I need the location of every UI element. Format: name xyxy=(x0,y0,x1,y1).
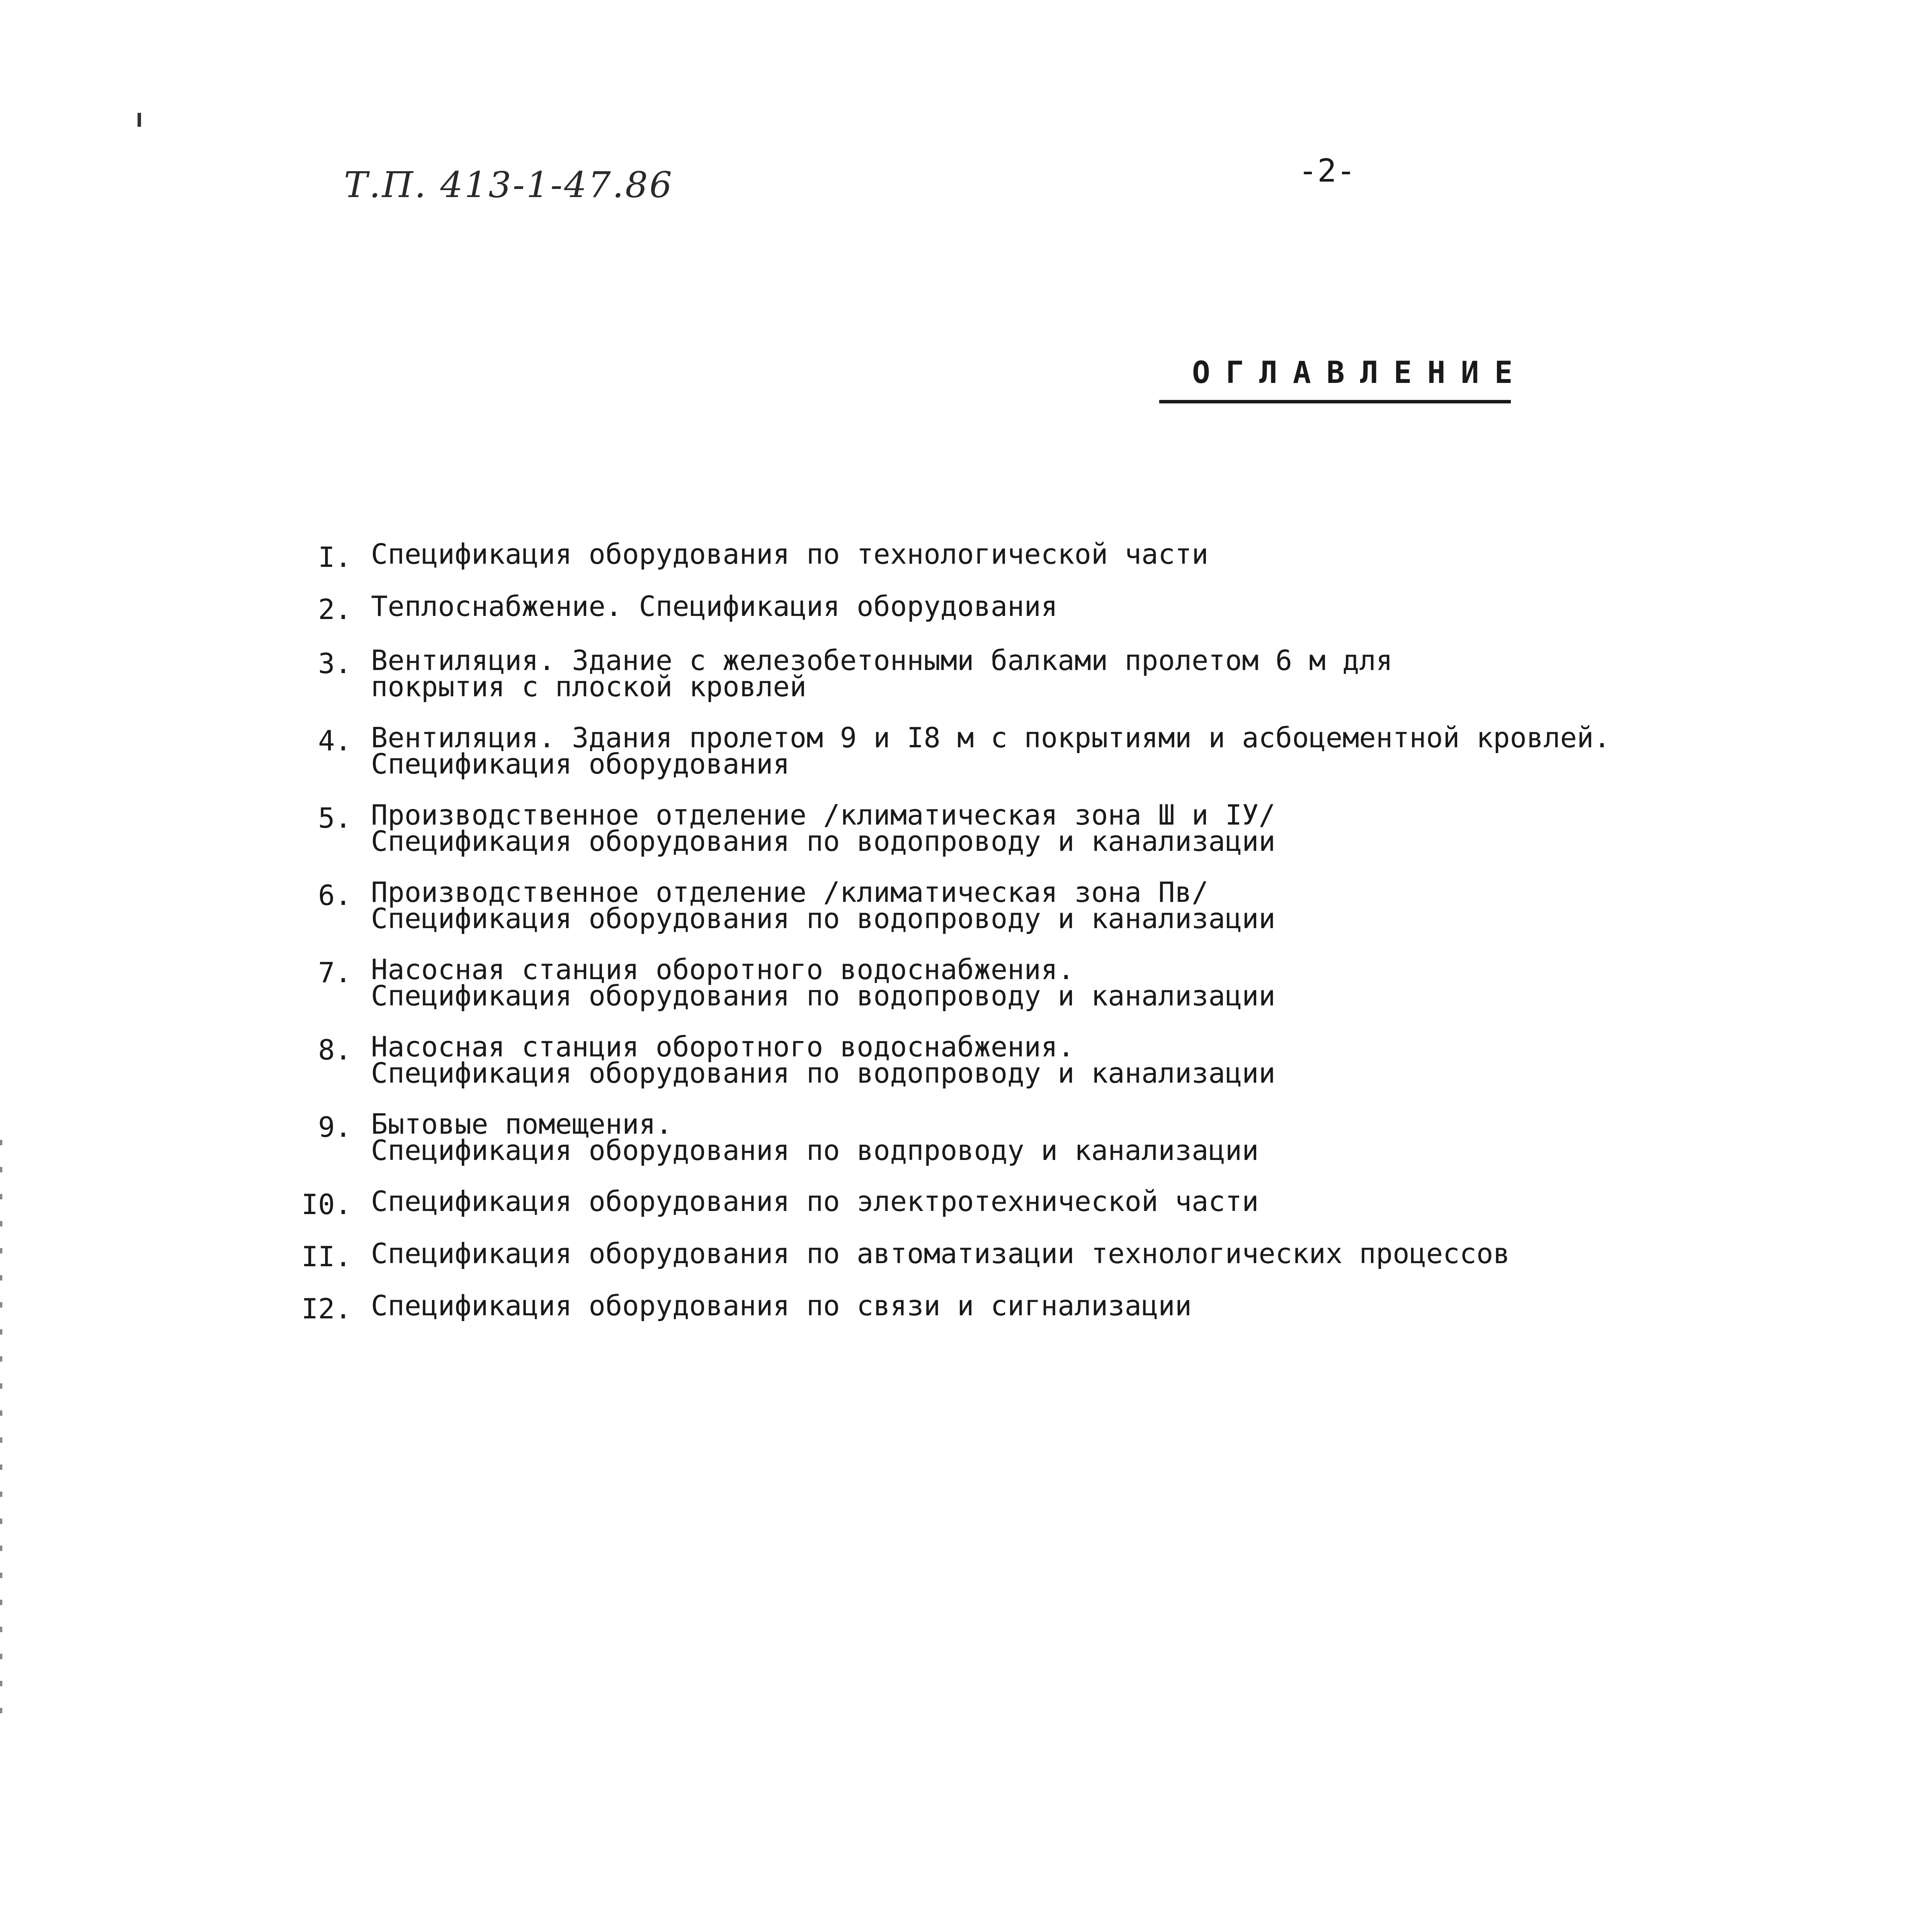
toc-entry-number: 4. xyxy=(318,724,352,757)
toc-entry-text: Спецификация оборудования по связи и сигнализации xyxy=(371,1289,1192,1322)
toc-entry-text: Бытовые помещения. Спецификация оборудования по водпроводу и канализации xyxy=(371,1108,1259,1167)
toc-entry-text: Спецификация оборудования по автоматизации технологических процессов xyxy=(371,1237,1510,1270)
page-number: -2- xyxy=(1298,153,1356,189)
toc-entry-text: Вентиляция. Здание с железобетонными балками пролетом 6 м для покрытия с плоской кровлей xyxy=(371,644,1393,703)
toc-entry-text: Спецификация оборудования по технологической части xyxy=(371,538,1209,570)
toc-entry-number: 3. xyxy=(318,647,352,680)
toc-entry-number: 6. xyxy=(318,879,352,912)
toc-entry-number: 5. xyxy=(318,802,352,834)
toc-entry-number: 8. xyxy=(318,1034,352,1066)
toc-entry-number: I2. xyxy=(301,1293,352,1325)
toc-title-underline xyxy=(1159,400,1511,403)
toc-entry-number: II. xyxy=(301,1240,352,1273)
scan-mark xyxy=(138,113,141,127)
toc-entry-text: Теплоснабжение. Спецификация оборудования xyxy=(371,590,1058,622)
toc-entry-number: 2. xyxy=(318,593,352,626)
toc-entry-number: 7. xyxy=(318,956,352,989)
toc-title: ОГЛАВЛЕНИЕ xyxy=(1192,355,1528,390)
doc-code: Т.П. 413-1-47.86 xyxy=(344,164,674,206)
toc-entry-text: Производственное отделение /климатическая зона Пв/ Спецификация оборудования по водопроводу и канализации xyxy=(371,876,1276,935)
toc-entry-text: Спецификация оборудования по электротехнической части xyxy=(371,1185,1259,1218)
toc-entry-number: 9. xyxy=(318,1111,352,1143)
toc-entry-text: Насосная станция оборотного водоснабжения. Спецификация оборудования по водопроводу и канализации xyxy=(371,1031,1276,1089)
toc-entry-text: Насосная станция оборотного водоснабжения. Спецификация оборудования по водопроводу и канализации xyxy=(371,953,1276,1012)
toc-entry-number: I. xyxy=(318,541,352,573)
toc-entry-text: Производственное отделение /климатическая зона Ш и IУ/ Спецификация оборудования по водопроводу и канализации xyxy=(371,799,1276,857)
toc-entry-number: I0. xyxy=(301,1188,352,1221)
toc-entry-text: Вентиляция. Здания пролетом 9 и I8 м с покрытиями и асбоцементной кровлей. Спецификация оборудования xyxy=(371,721,1611,780)
scan-edge xyxy=(0,1140,2,1719)
